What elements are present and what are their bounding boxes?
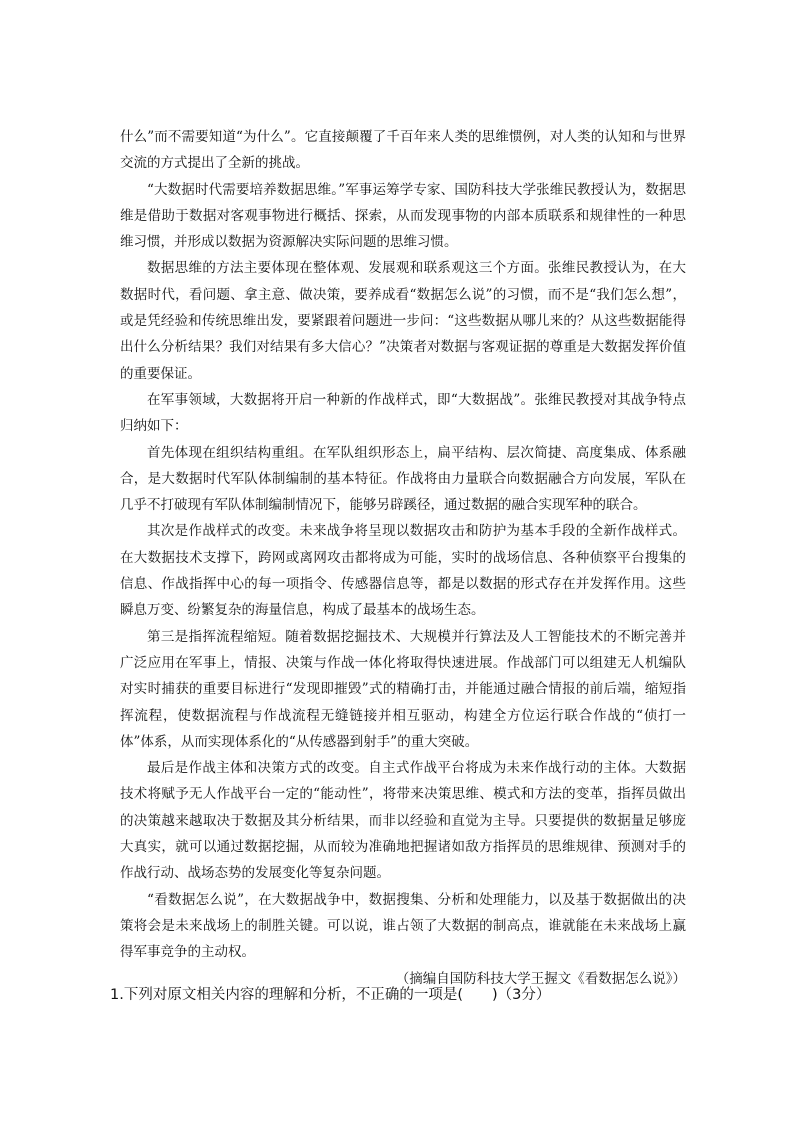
article-paragraph-3: 数据思维的方法主要体现在整体观、发展观和联系观这三个方面。张维民教授认为，在大数据时代，看问题、拿主意、做决策，要养成看“数据怎么说”的习惯，而不是“我们怎么想”，或是凭经验和传统思维出发，要紧跟着问题进一步问：“这些数据从哪儿来的？从这些数据能得出什么分析结果？我们对结果有多大信心？”决策者对数据与客观证据的尊重是大数据发挥价值的重要保证。	[120, 260, 686, 382]
question-1: 1.下列对原文相关内容的理解和分析，不正确的一项是( )（3分）	[110, 987, 551, 1003]
article-paragraph-4: 在军事领域，大数据将开启一种新的作战样式，即“大数据战”。张维民教授对其战争特点归纳如下：	[120, 391, 686, 435]
article-paragraph-1: 什么”而不需要知道“为什么”。它直接颠覆了千百年来人类的思维惯例，对人类的认知和与世界交流的方式提出了全新的挑战。	[120, 129, 686, 172]
article-source: （摘编自国防科技大学王握文《看数据怎么说》）	[395, 970, 686, 987]
article-paragraph-9: “看数据怎么说”，在大数据战争中，数据搜集、分析和处理能力，以及基于数据做出的决策将会是未来战场上的制胜关键。可以说，谁占领了大数据的制高点，谁就能在未来战场上赢得军事竞争的主动权。	[120, 891, 686, 961]
article-paragraph-5: 首先体现在组织结构重组。在军队组织形态上，扁平结构、层次简捷、高度集成、体系融合，是大数据时代军队体制编制的基本特征。作战将由力量联合向数据融合方向发展，军队在几乎不打破现有军队体制编制情况下，能够另辟蹊径，通过数据的融合实现军种的联合。	[120, 444, 686, 514]
article-paragraph-2: “大数据时代需要培养数据思维。”军事运筹学专家、国防科技大学张维民教授认为，数据思维是借助于数据对客观事物进行概括、探索，从而发现事物的内部本质联系和规律性的一种思维习惯，并形成以数据为资源解决实际问题的思维习惯。	[120, 181, 686, 251]
article-paragraph-6: 其次是作战样式的改变。未来战争将呈现以数据攻击和防护为基本手段的全新作战样式。在大数据技术支撑下，跨网或离网攻击都将成为可能，实时的战场信息、各种侦察平台搜集的信息、作战指挥中心的每一项指令、传感器信息等，都是以数据的形式存在并发挥作用。这些瞬息万变、纷繁复杂的海量信息，构成了最基本的战场生态。	[120, 523, 686, 619]
article-body	[120, 124, 686, 992]
article-paragraph-7: 第三是指挥流程缩短。随着数据挖掘技术、大规模并行算法及人工智能技术的不断完善并广泛应用在军事上，情报、决策与作战一体化将取得快速进展。作战部门可以组建无人机编队对实时捕获的重要目标进行“发现即摧毁”式的精确打击，并能通过融合情报的前后端，缩短指挥流程，使数据流程与作战流程无缝链接并相互驱动，构建全方位运行联合作战的“侦打一体”体系，从而实现体系化的“从传感器到射手”的重大突破。	[120, 628, 686, 750]
article-paragraph-8: 最后是作战主体和决策方式的改变。自主式作战平台将成为未来作战行动的主体。大数据技术将赋予无人作战平台一定的“能动性”，将带来决策思维、模式和方法的变革，指挥员做出的决策越来越取决于数据及其分析结果，而非以经验和直觉为主导。只要提供的数据量足够庞大真实，就可以通过数据挖掘，从而较为准确地把握诸如敌方指挥员的思维规律、预测对手的作战行动、战场态势的发展变化等复杂问题。	[120, 760, 686, 882]
